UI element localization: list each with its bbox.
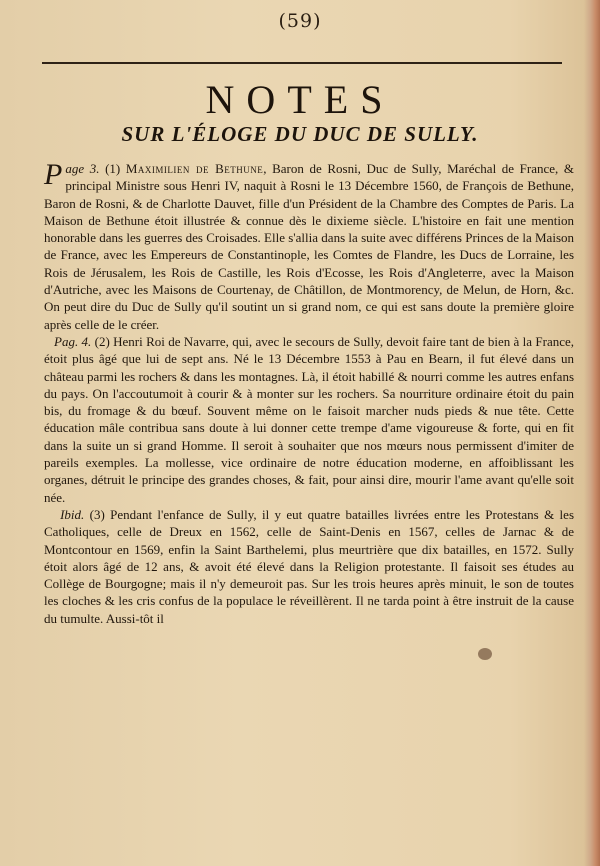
page-subtitle: SUR L'ÉLOGE DU DUC DE SULLY. <box>121 122 479 146</box>
paper-stain <box>478 648 492 660</box>
note-2 <box>44 333 574 506</box>
note-3-number: (3) <box>89 506 105 522</box>
drop-cap: P <box>44 158 63 191</box>
note-1-text: , Baron de Rosni, Duc de Sully, Maréchal de France, & principal Ministre sous Henri IV, naquit à Rosni le 13 Décembre 1560, de François de Bethune, Baron de Rosni, & de Charlotte Dauvet, fille d'un Président de la Chambre des Comptes de Paris. La Maison de Bethune étoit illustrée & connue dès le dixieme siècle. L'histoire en fait une mention honorable dans les guerres des Croisades. Elle s'allia dans la suite avec différens Princes de la Maison de France, avec les Empereurs de Constantinople, les Comtes de Flandre, les Ducs de Lorraine, les Rois de Jérusalem, les Rois de Castille, les Rois d'Ecosse, les Rois d'Angleterre, avec la Maison d'Autriche, avec les Maisons de Courtenay, de Châtillon, de Montmorency, de Melun, de Horn, &c. On peut dire du Duc de Sully qu'il soutint un si grand nom, ce qui est sans doute la première gloire après celle de le créer. <box>44 161 574 332</box>
note-3 <box>44 506 574 627</box>
note-1-name: Maximilien de Bethune <box>125 161 264 176</box>
page-number: (59) <box>278 10 322 32</box>
note-2-text: Henri Roi de Navarre, qui, avec le secours de Sully, devoit faire tant de bien à la France, étoit plus âgé que lui de sept ans. Né le 13 Décembre 1553 à Pau en Bearn, il fut élevé dans un château parmi les rochers & dans les montagnes. Là, il étoit habillé & nourri comme les autres enfans du pays. On l'accoutumoit à courir & à monter sur les rochers. Sa nourriture ordinaire étoit du pain bis, du fromage & du bœuf. Souvent même on le faisoit marcher nuds pieds & nue tête. Cette éducation mâle contribua sans doute à lui donner cette trempe d'ame vigoureuse & forte, qui en fit dans la suite un si grand Homme. Il seroit à souhaiter que nos mœurs nous permissent d'imiter de pareils exemples. La mollesse, vice ordinaire de notre éducation moderne, en affoiblissant les organes, détruit le principe des grandes choses, & fait, pour ainsi dire, mourir l'ame avant qu'elle soit née. <box>44 333 575 505</box>
page-title: NOTES <box>205 77 395 122</box>
note-2-number: (2) <box>94 333 110 349</box>
note-1 <box>44 160 574 333</box>
note-1-number: (1) <box>105 161 121 176</box>
note-3-text: Pendant l'enfance de Sully, il y eut quatre batailles livrées entre les Protestans & les Catholiques, celle de Dreux en 1562, celle de Saint-Denis en 1567, celles de Jarnac & de Montcontour en 1569, enfin la Saint Barthelemi, plus meurtrière que dix batailles, en 1572. Sully étoit alors âgé de 12 ans, & avoit été élevé dans la Religion protestante. Il faisoit ses études au Collège de Bourgogne; mais il n'y demeuroit pas. Sur les trois heures après minuit, le son de toutes les cloches & les cris confus de la populace le réveillèrent. Il ne tarda point à être instruit de la cause du tumulte. Aussi-tôt il <box>44 506 574 626</box>
note-1-ref: age 3. <box>65 161 100 176</box>
header-rule <box>42 62 562 64</box>
note-2-ref: Pag. 4. <box>54 333 92 349</box>
notes-body <box>44 160 574 627</box>
note-3-ref: Ibid. <box>60 506 85 522</box>
